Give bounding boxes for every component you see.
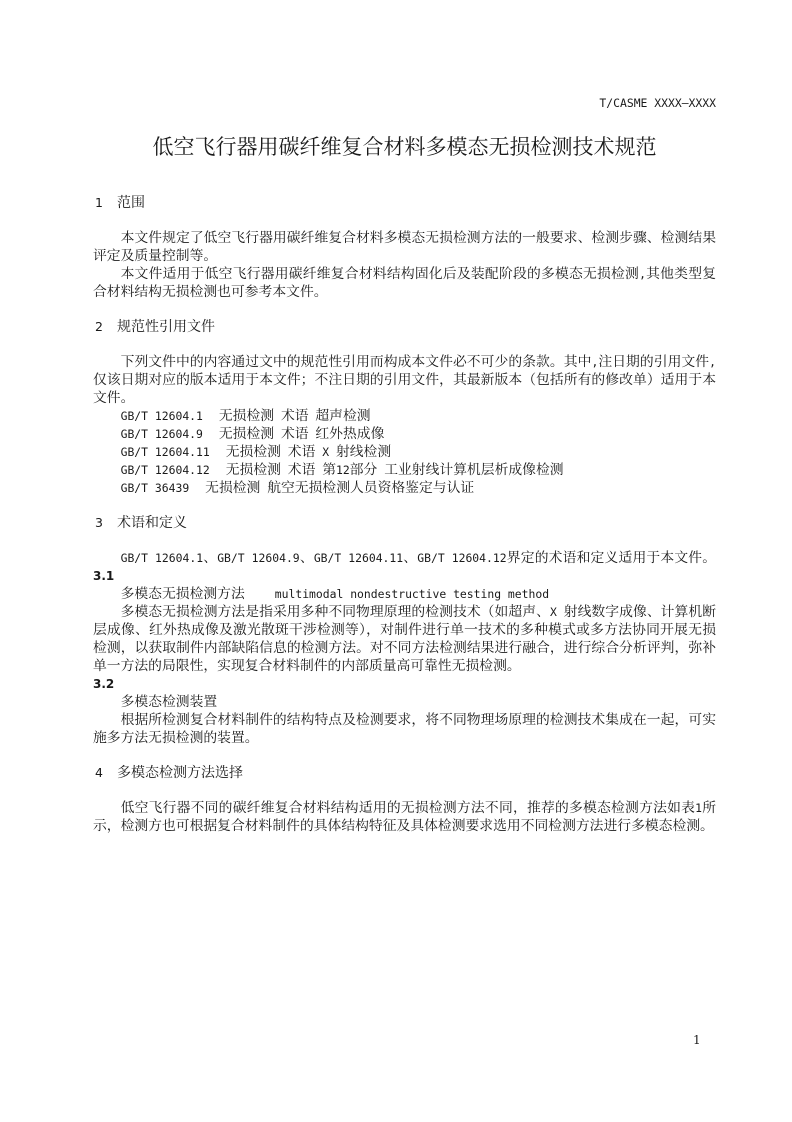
paragraph-line: 仅该日期对应的版本适用于本文件；不注日期的引用文件，其最新版本（包括所有的修改单）适用于本 (93, 372, 716, 388)
paragraph-line: 下列文件中的内容通过文中的规范性引用而构成本文件必不可少的条款。其中,注日期的引用文件, (120, 354, 717, 370)
paragraph-line: 合材料结构无损检测也可参考本文件。 (93, 284, 328, 300)
reference-item (93, 407, 716, 425)
reference-item (93, 461, 716, 479)
latin-run (274, 427, 281, 441)
definition-line: 多模态无损检测方法是指采用多种不同物理原理的检测技术（如超声、X 射线数字成像、计算机断 (120, 604, 717, 620)
section-title: 规范性引用文件 (117, 319, 215, 335)
latin-run: , (639, 267, 646, 281)
term-entry (93, 693, 716, 711)
latin-run (315, 463, 322, 477)
section-heading (93, 763, 716, 782)
section-number: 4 (95, 765, 103, 780)
section-heading (93, 513, 716, 532)
reference-title: 无损检测 术语 X 射线检测 (225, 444, 392, 460)
term-english: multimodal nondestructive testing method (274, 587, 550, 601)
reference-code: GB/T 12604.1 (120, 409, 203, 423)
terms-intro: GB/T 12604.1、GB/T 12604.9、GB/T 12604.11、GB/T 12604.12界定的术语和定义适用于本文件。 (120, 550, 717, 566)
section-title: 术语和定义 (117, 515, 187, 531)
term-chinese: 多模态无损检测方法 (120, 586, 245, 602)
latin-run: 12 (336, 463, 350, 477)
section-number: 2 (95, 319, 103, 334)
paragraph-line: 评定及质量控制等。 (93, 248, 218, 264)
definition-line: 检测，以获取制件内部缺陷信息的检测方法。对不同方法检测结果进行融合，进行综合分析评判，弥补 (93, 640, 716, 656)
latin-run (281, 463, 288, 477)
reference-title: 无损检测 术语 红外热成像 (218, 426, 385, 442)
reference-item (93, 425, 716, 443)
section-number: 3 (95, 515, 103, 530)
latin-run (309, 409, 316, 423)
latin-run: X (549, 605, 564, 619)
document-title: 低空飞行器用碳纤维复合材料多模态无损检测技术规范 (152, 135, 657, 159)
reference-code: GB/T 12604.11 (120, 445, 210, 459)
paragraph-line: 本文件适用于低空飞行器用碳纤维复合材料结构固化后及装配阶段的多模态无损检测,其他类型复 (120, 266, 717, 282)
paragraph-line: 示，检测方也可根据复合材料制件的具体结构特征及具体检测要求选用不同检测方法进行多模态检测。 (93, 818, 714, 834)
reference-item (93, 479, 716, 497)
definition-line: 施多方法无损检测的装置。 (93, 730, 259, 746)
term-number: 3.2 (93, 677, 115, 691)
latin-run: GB/T 12604.9 (217, 551, 300, 565)
latin-run (309, 427, 316, 441)
reference-item (93, 443, 716, 461)
latin-run (260, 481, 267, 495)
section-terms-definitions (93, 513, 716, 747)
latin-run: GB/T 12604.11 (313, 551, 404, 565)
paragraph-line: 本文件规定了低空飞行器用碳纤维复合材料多模态无损检测方法的一般要求、检测步骤、检测结果 (120, 230, 716, 246)
paragraph-line: 低空飞行器不同的碳纤维复合材料结构适用的无损检测方法不同，推荐的多模态检测方法如表1所 (120, 800, 716, 816)
latin-run: X (315, 445, 336, 459)
reference-title: 无损检测 航空无损检测人员资格鉴定与认证 (205, 480, 475, 496)
reference-title: 无损检测 术语 第12部分 工业射线计算机层析成像检测 (225, 462, 564, 478)
section-method-selection (93, 763, 716, 835)
latin-run (274, 409, 281, 423)
section-heading (93, 317, 716, 336)
definition-line: 单一方法的局限性，实现复合材料制件的内部质量高可靠性无损检测。 (93, 658, 521, 674)
latin-run: , (591, 355, 599, 369)
latin-run (281, 445, 288, 459)
latin-run: 1 (695, 801, 702, 815)
definition-line: 根据所检测复合材料制件的结构特点及检测要求，将不同物理场原理的检测技术集成在一起，可实 (120, 712, 716, 728)
reference-code: GB/T 12604.9 (120, 427, 203, 441)
paragraph-line: 文件。 (93, 390, 135, 406)
latin-run: GB/T 12604.12 (417, 551, 507, 565)
section-scope (93, 193, 716, 301)
section-title: 范围 (117, 195, 145, 211)
section-heading (93, 193, 716, 212)
reference-code: GB/T 36439 (120, 481, 190, 495)
section-number: 1 (95, 195, 103, 210)
term-number: 3.1 (93, 569, 115, 583)
latin-run (377, 463, 384, 477)
page-number: 1 (693, 1033, 701, 1047)
reference-title: 无损检测 术语 超声检测 (218, 408, 371, 424)
latin-run: GB/T 12604.1 (120, 551, 204, 565)
section-normative-references (93, 317, 716, 497)
page-content (93, 94, 716, 835)
reference-code: GB/T 12604.12 (120, 463, 210, 477)
definition-line: 层成像、红外热成像及激光散斑干涉检测等），对制件进行单一技术的多种模式或多方法协同开展无损 (93, 622, 716, 638)
latin-run: , (709, 355, 717, 369)
term-entry (93, 585, 716, 603)
standard-code: T/CASME XXXX—XXXX (599, 96, 716, 110)
term-chinese: 多模态检测装置 (120, 694, 218, 710)
section-title: 多模态检测方法选择 (117, 765, 243, 781)
